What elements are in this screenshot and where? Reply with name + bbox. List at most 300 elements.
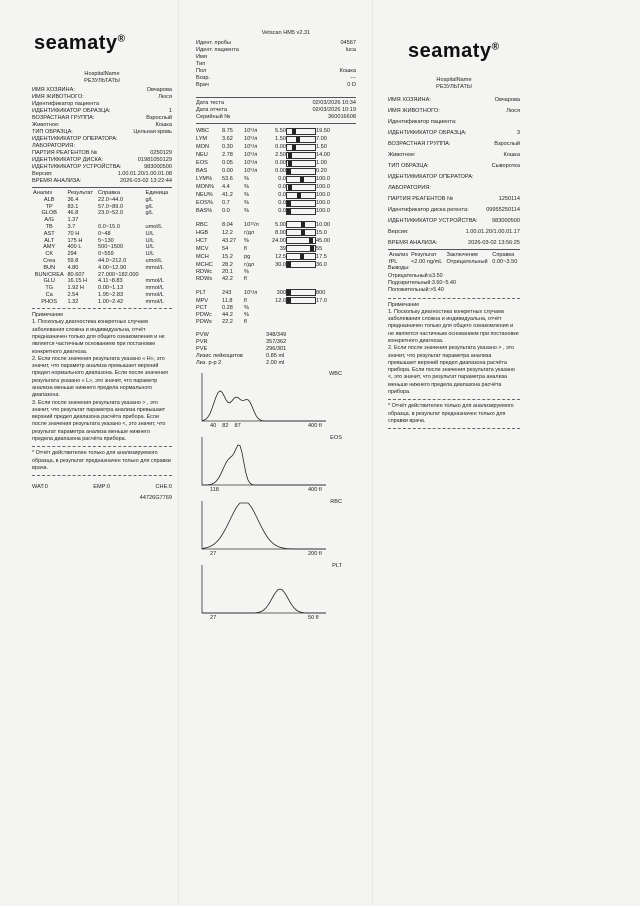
range-low: 0.00	[275, 168, 286, 175]
field-label: Идент. пробы	[196, 39, 232, 46]
field-row	[196, 107, 356, 114]
table-row	[32, 210, 172, 217]
column-header: Результат	[411, 252, 437, 259]
histogram-end: 400 fl	[308, 487, 322, 494]
param-name: HCT	[196, 237, 208, 244]
table-cell-ref: 0.0~15.0	[98, 224, 120, 231]
left-results-table	[32, 190, 172, 305]
field-label: Животное:	[32, 121, 60, 128]
range-high: 19.50	[316, 128, 330, 135]
mid-fields	[196, 40, 356, 89]
hem-row	[196, 184, 356, 192]
field-value: Люся	[158, 93, 172, 100]
range-low: 39	[279, 245, 286, 252]
param-unit: 10⁹/л	[244, 144, 258, 151]
param-value: 0.28	[222, 305, 233, 312]
range-high: 100.0	[316, 192, 330, 199]
field-row	[32, 164, 172, 171]
param-unit: 10¹²/л	[244, 221, 259, 228]
table-cell-ref: 0~559	[98, 251, 114, 258]
field-label: ИДЕНТИФИКАТОР ОБРАЗЦА:	[388, 129, 467, 136]
right-receipt	[388, 40, 520, 432]
range-high: 10.00	[316, 221, 330, 228]
range-low: 0.0	[278, 192, 286, 199]
histogram-title: RBC	[330, 499, 342, 506]
field-label: ИМЯ ЖИВОТНОГО:	[388, 107, 440, 114]
table-cell-unit	[145, 217, 172, 224]
field-label: ВОЗРАСТНАЯ ГРУППА:	[388, 140, 451, 147]
hem-row	[196, 319, 356, 326]
param-value: 54	[222, 245, 229, 252]
emp-counter: EMP:0	[93, 484, 111, 491]
table-row	[32, 244, 172, 251]
histogram-title: WBC	[328, 371, 342, 378]
param-value: 28.2	[222, 261, 233, 268]
range-bar-fill	[287, 262, 291, 267]
param-value: 8.75	[222, 128, 233, 135]
field-label: Имя	[196, 53, 207, 60]
conclusions-list	[388, 273, 520, 295]
note-item: 1. Поскольку диагностика конкретных случаев заболевания сложна и индивидуальна, отчёт предназначен только для общего ознакомления и не является частичным основанием при постановке конкретного диагноза.	[32, 319, 165, 355]
range-bar	[286, 176, 316, 184]
field-value: 360016608	[328, 113, 356, 120]
param-name: MCH	[196, 253, 209, 260]
table-cell-result: 59.8	[67, 257, 79, 264]
table-cell-result: 1.37	[67, 217, 79, 224]
plt-group	[196, 289, 356, 326]
field-label: Дата теста	[196, 99, 224, 106]
param-unit: 10⁹/л	[244, 152, 258, 159]
histogram-ticks	[210, 487, 225, 494]
range-bar	[286, 128, 316, 136]
table-cell-result: 3.7	[67, 224, 76, 231]
extra-value: 0.85 ml	[266, 353, 285, 360]
field-row	[388, 119, 520, 126]
range-bar-fill	[300, 254, 304, 259]
field-label: Врач	[196, 81, 209, 88]
table-cell-name: CK	[45, 251, 54, 258]
field-value: 1.00.01.20/1.00.01.17	[465, 228, 520, 235]
table-cell-result: 2.54	[67, 291, 79, 298]
column-header: Справка	[98, 190, 120, 197]
param-name: NEU%	[196, 192, 213, 199]
left-fields	[32, 87, 172, 185]
field-row	[388, 108, 520, 115]
range-low: 5.50	[275, 128, 286, 135]
field-row	[32, 101, 172, 108]
table-cell-unit: g/L	[145, 210, 154, 217]
param-value: 0.05	[222, 160, 233, 167]
table-cell-ref: 23.0~52.0	[98, 210, 124, 217]
field-row	[196, 114, 356, 121]
hem-row	[196, 152, 356, 160]
field-label: Идентификатор пациента	[32, 100, 100, 107]
results-title-right: РЕЗУЛЬТАТЫ	[436, 83, 472, 90]
param-name: EOS%	[196, 200, 213, 207]
extra-label: PVW	[196, 332, 209, 339]
field-label: Идентификатор диска регента:	[388, 206, 469, 213]
table-row	[32, 271, 172, 278]
param-name: LYM	[196, 136, 208, 143]
left-receipt	[32, 32, 172, 502]
param-unit: %	[244, 305, 249, 312]
range-bar	[286, 184, 316, 192]
field-row	[388, 174, 520, 181]
range-low: 0.00	[275, 160, 286, 167]
param-value: 0.0	[222, 208, 230, 214]
field-label: ПАРТИЯ РЕАГЕНТОВ №	[32, 149, 98, 156]
hem-row	[196, 289, 356, 297]
table-cell-unit: mmol/L	[145, 278, 164, 285]
extra-row	[196, 339, 356, 346]
range-bar	[286, 152, 316, 160]
field-value: Кошка	[339, 67, 356, 74]
table-cell-unit: mmol/L	[145, 291, 164, 298]
field-label: ТИП ОБРАЗЦА:	[388, 162, 429, 169]
param-value: 42.2	[222, 276, 233, 283]
hem-row	[196, 192, 356, 200]
column-header: Анализ	[389, 252, 408, 259]
table-cell-name: TP	[45, 203, 53, 210]
table-cell-name: PHOS	[41, 298, 58, 305]
field-value: Цельная кровь	[133, 128, 172, 135]
table-row	[32, 264, 172, 271]
field-label: Версия:	[32, 170, 53, 177]
range-high: 100.0	[316, 208, 330, 214]
param-value: 12.2	[222, 229, 233, 236]
histogram-tick: 118	[210, 487, 219, 494]
field-row	[388, 163, 520, 170]
table-cell-result: 36.4	[67, 196, 79, 203]
param-unit: fl	[244, 319, 247, 326]
range-bar-fill	[287, 209, 291, 214]
table-cell-unit: mmol/L	[145, 298, 164, 305]
range-high: 100.0	[316, 184, 330, 191]
field-row	[32, 178, 172, 185]
range-low: 0.0	[278, 208, 286, 214]
param-name: WBC	[196, 128, 210, 135]
table-cell-name: Ca	[45, 291, 53, 298]
table-cell-result: 400 L	[67, 244, 82, 251]
field-value: Взрослый	[494, 140, 520, 147]
field-label: ВРЕМЯ АНАЛИЗА:	[32, 177, 82, 184]
table-cell-name: GLOB	[41, 210, 57, 217]
range-bar-fill	[287, 201, 291, 206]
table-cell-ref: 0.00~3.50	[492, 258, 518, 265]
field-row	[32, 157, 172, 164]
field-row	[388, 229, 520, 236]
extra-value: 296/301	[266, 346, 287, 353]
table-row	[32, 298, 172, 305]
table-cell-name: GLU	[43, 278, 55, 285]
table-cell-name: ALT	[44, 237, 55, 244]
param-name: MON	[196, 144, 210, 151]
histogram-curve	[196, 435, 336, 494]
table-cell-unit: umol/L	[145, 224, 163, 231]
table-cell-unit: U/L	[145, 244, 155, 251]
analyzer-title: Vetscan HM5 v2.31	[261, 30, 311, 36]
table-cell-ref: 0~48	[98, 230, 111, 237]
range-low: 2.50	[275, 152, 286, 159]
table-cell-result: 46.8	[67, 210, 79, 217]
param-unit: 10⁹/л	[244, 168, 258, 175]
note-item: 2. Если после значения результата указано « H», это значит, что параметр анализа превышает верхний предел нормального диапазона. Если после значения результата указано « L», это значит, что параметр анализа меньше нижнего предела нормального диапазона.	[32, 355, 168, 399]
range-high: 55	[316, 245, 323, 252]
field-label: Серийный №	[196, 113, 231, 120]
field-row	[388, 196, 520, 203]
field-row	[32, 87, 172, 94]
range-low: 0.0	[278, 184, 286, 191]
param-name: MCV	[196, 245, 209, 252]
param-unit: 10⁹/л	[244, 136, 258, 143]
hem-row	[196, 237, 356, 245]
param-value: 43.27	[222, 237, 236, 244]
field-label: ИДЕНТИФИКАТОР ОПЕРАТОРА:	[388, 173, 474, 180]
histogram-hist_plt	[196, 563, 356, 627]
histogram-curve	[196, 563, 336, 622]
field-row	[32, 136, 172, 143]
wat-counter: WAT:0	[32, 484, 48, 491]
range-bar-fill	[288, 153, 292, 158]
field-row	[32, 94, 172, 101]
histogram-tick: 40	[210, 423, 217, 430]
histogram-hist_wbc	[196, 371, 356, 435]
hem-row	[196, 200, 356, 208]
range-bar	[286, 136, 316, 144]
table-cell-result: 4.80	[67, 264, 79, 271]
param-value: 22.2	[222, 319, 233, 326]
range-bar-fill	[301, 222, 305, 227]
footer-counters	[32, 484, 172, 491]
hem-row	[196, 261, 356, 269]
extra-label: Лизис лейкоцитов	[196, 353, 243, 360]
hem-row	[196, 168, 356, 176]
table-cell-ref: 44.0~212.0	[98, 257, 127, 264]
field-row	[388, 141, 520, 148]
hem-row	[196, 305, 356, 312]
table-cell-ref: 0.00~1.13	[98, 285, 124, 292]
column-header: Результат	[67, 190, 93, 197]
field-row	[388, 130, 520, 137]
range-low: 30.0	[275, 261, 286, 268]
param-value: 15.2	[222, 253, 233, 260]
table-row	[32, 291, 172, 298]
note-item: Отрицательный:≤3.50	[388, 272, 443, 279]
histogram-tick: 27	[210, 551, 217, 558]
range-bar-fill	[287, 298, 291, 303]
field-row	[388, 218, 520, 225]
table-cell-concl: Отрицательный	[446, 258, 488, 265]
range-low: 0.00	[275, 144, 286, 151]
range-low: 12.5	[275, 253, 286, 260]
table-cell-ref: 4.11~8.83	[98, 278, 123, 285]
range-bar	[286, 289, 316, 297]
field-label: Тип	[196, 60, 206, 67]
table-cell-result: <2.00 ng/mL	[411, 258, 443, 265]
table-cell-unit: mmol/L	[145, 285, 164, 292]
param-value: 8.04	[222, 221, 233, 228]
field-value: Овчарова	[494, 96, 520, 103]
field-label: ИДЕНТИФИКАТОР ОБРАЗЦА:	[32, 107, 111, 114]
table-row	[32, 237, 172, 244]
histogram-end: 400 fl	[308, 423, 322, 430]
column-header: Единица	[145, 190, 169, 197]
field-row	[196, 61, 356, 68]
table-cell-unit: mmol/L	[145, 264, 164, 271]
range-bar	[286, 221, 316, 229]
field-row	[196, 100, 356, 107]
note-item: Подозрительный:3.60~5.40	[388, 279, 456, 286]
param-value: 44.2	[222, 312, 233, 319]
param-value: 41.2	[222, 192, 233, 199]
footnote: * Отчёт действителен только для анализируемого образца, в результат предназначен только для справки врача.	[32, 450, 171, 471]
right-fields	[388, 97, 520, 247]
field-value: 02/03/2026 10:19	[312, 106, 356, 113]
seamaty-logo: seamaty®	[34, 32, 126, 54]
hem-row	[196, 221, 356, 229]
range-bar-fill	[292, 129, 296, 134]
range-bar	[286, 237, 316, 245]
table-cell-name: Crea	[43, 257, 56, 264]
extra-label: PVE	[196, 346, 208, 353]
column-header: Заключение	[446, 252, 479, 259]
table-cell-unit: U/L	[145, 251, 155, 258]
field-row	[196, 68, 356, 75]
field-value: 1250114	[498, 195, 520, 202]
table-cell-result: 294	[67, 251, 77, 258]
hem-row	[196, 128, 356, 136]
param-name: EOS	[196, 160, 208, 167]
histogram-tick: 82	[222, 423, 229, 430]
table-row	[32, 258, 172, 265]
field-label: ПАРТИЯ РЕАГЕНТОВ №	[388, 195, 454, 202]
table-cell-result: 175 H	[67, 237, 83, 244]
field-label: Идентификатор пациента:	[388, 118, 457, 125]
field-row	[196, 82, 356, 89]
field-label: Возр.	[196, 74, 211, 81]
field-label: ЛАБОРАТОРИЯ:	[32, 142, 75, 149]
hem-row	[196, 136, 356, 144]
field-row	[32, 171, 172, 178]
param-name: MON%	[196, 184, 215, 191]
hem-row	[196, 276, 356, 283]
histogram-end: 50 fl	[308, 615, 319, 622]
range-bar	[286, 261, 316, 269]
field-value: 2026-03-02 13:22:44	[120, 177, 172, 184]
extra-value: 348/349	[266, 332, 287, 339]
field-value: Овчарова	[146, 86, 172, 93]
table-cell-result: 1.92 H	[67, 285, 84, 292]
histogram-tick: 87	[234, 423, 241, 430]
param-unit: fl	[244, 297, 247, 304]
hospital-name: HospitalName	[84, 71, 120, 77]
field-value: 1	[168, 107, 172, 114]
range-low: 12.0	[275, 297, 286, 304]
table-cell-name: ALB	[43, 196, 55, 203]
field-value: 983000500	[144, 163, 172, 170]
hem-row	[196, 144, 356, 152]
extra-row	[196, 353, 356, 360]
table-cell-result: 83.1	[67, 203, 79, 210]
field-value: 983000500	[492, 217, 520, 224]
param-name: NEU	[196, 152, 208, 159]
table-row	[32, 230, 172, 237]
conclusions-title: Выводы:	[388, 265, 410, 272]
param-unit: %	[244, 176, 249, 183]
param-value: 20.1	[222, 269, 233, 276]
param-value: 243	[222, 289, 232, 296]
param-unit: 10⁹/л	[244, 160, 258, 167]
param-unit: %	[244, 192, 249, 199]
range-low: 0.0	[278, 176, 286, 183]
hem-row	[196, 229, 356, 237]
range-bar	[286, 253, 316, 261]
param-name: RDWs	[196, 276, 213, 283]
range-high: 17.0	[316, 297, 327, 304]
param-value: 3.62	[222, 136, 233, 143]
param-unit: г/дл	[244, 229, 255, 236]
field-value: ---	[350, 74, 356, 81]
histograms	[196, 371, 356, 627]
param-name: MPV	[196, 297, 209, 304]
range-bar	[286, 229, 316, 237]
field-label: Дата отчета	[196, 106, 227, 113]
table-cell-ref: 1.00~2.42	[98, 298, 124, 305]
range-bar	[286, 245, 316, 253]
field-label: ИДЕНТИФИКАТОР УСТРОЙСТВА:	[32, 163, 122, 170]
field-row	[388, 97, 520, 104]
range-bar-fill	[301, 230, 305, 235]
hem-row	[196, 297, 356, 305]
table-row	[388, 259, 520, 266]
table-cell-name: BUN/CREA	[34, 271, 64, 278]
range-low: 5.00	[275, 221, 286, 228]
range-high: 15.0	[316, 229, 327, 236]
histogram-end: 200 fl	[308, 551, 322, 558]
histogram-ticks	[210, 423, 247, 430]
param-unit: fl	[244, 245, 247, 252]
range-high: 17.5	[316, 253, 327, 260]
table-cell-ref: 1.95~2.83	[98, 291, 124, 298]
range-high: 1.00	[316, 160, 327, 167]
right-results-table	[388, 252, 520, 266]
param-name: MCHC	[196, 261, 213, 268]
table-row	[32, 224, 172, 231]
rbc-group	[196, 221, 356, 283]
table-cell-ref: 500~1500	[98, 244, 124, 251]
param-unit: %	[244, 184, 249, 191]
range-high: 1.50	[316, 144, 327, 151]
range-high: 45.00	[316, 237, 330, 244]
note-item: 1. Поскольку диагностика конкретных случаев заболевания сложна и индивидуальна, отчёт предназначен только для общего ознакомления и не является частичным основанием при постановке конкретного диагноза.	[388, 308, 519, 344]
range-bar-fill	[296, 137, 300, 142]
range-bar	[286, 208, 316, 216]
range-high: 36.0	[316, 261, 327, 268]
hospital-name-right: HospitalName	[436, 77, 472, 83]
histogram-hist_rbc	[196, 499, 356, 563]
param-name: BAS	[196, 168, 208, 175]
range-bar-fill	[287, 169, 291, 174]
table-cell-name: TG	[45, 285, 54, 292]
range-bar-fill	[292, 145, 296, 150]
table-cell-name: AST	[43, 230, 55, 237]
param-name: BAS%	[196, 208, 213, 214]
range-bar-fill	[300, 177, 304, 182]
hem-row	[196, 176, 356, 184]
range-low: 8.00	[275, 229, 286, 236]
table-cell-unit: g/L	[145, 203, 154, 210]
table-cell-result: 80.607	[67, 271, 85, 278]
